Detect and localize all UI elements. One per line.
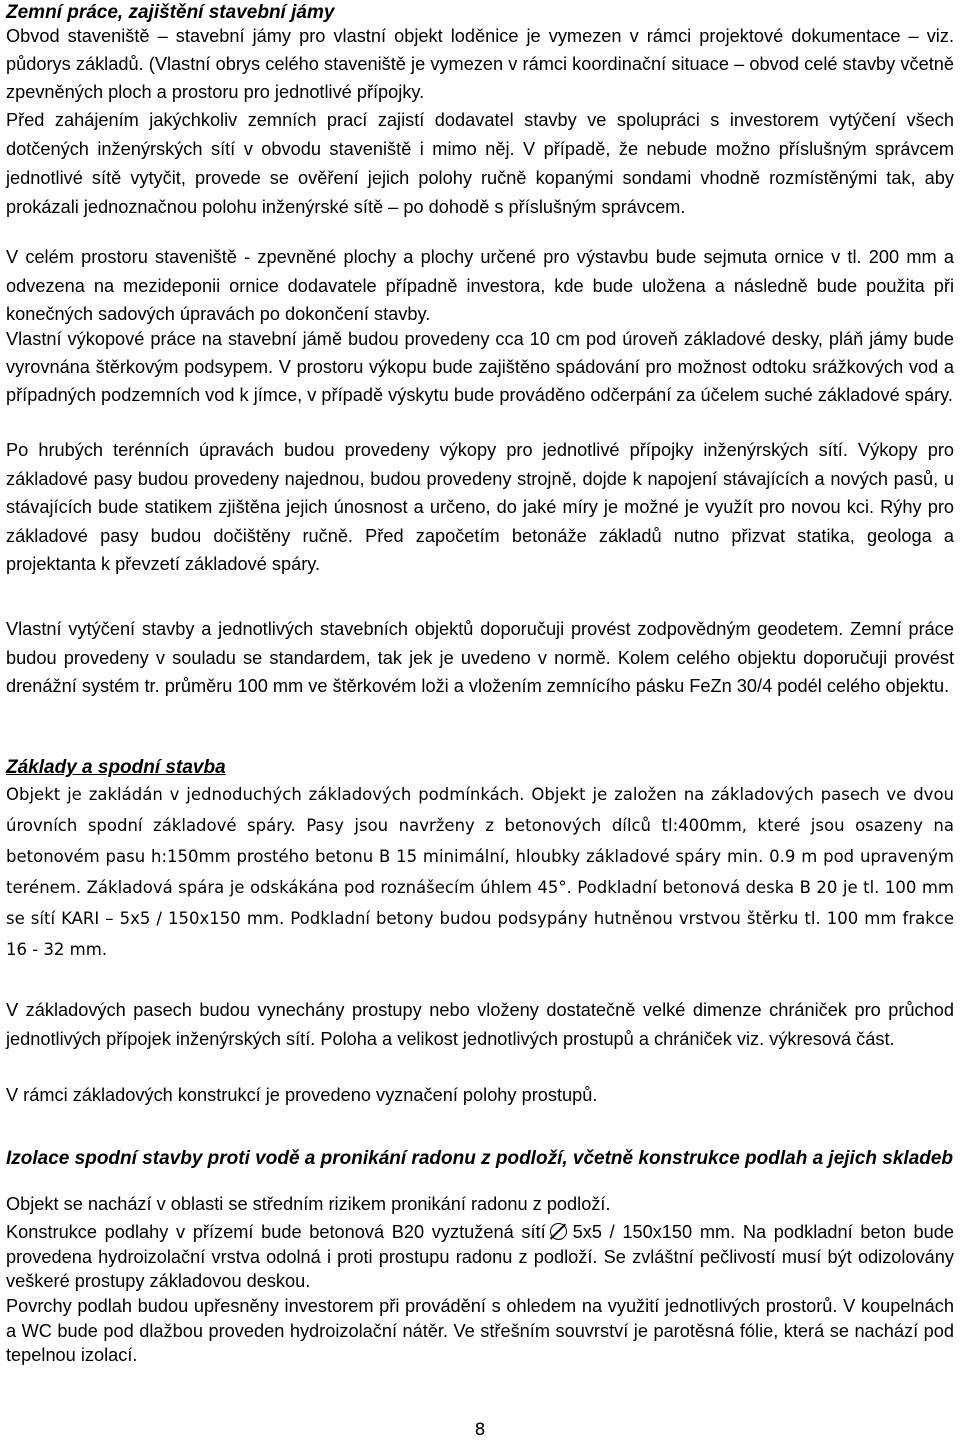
- paragraph-foundation-description: Objekt je zakládán v jednoduchých základových podmínkách. Objekt je založen na základových pasech ve dvou úrovních spodní základové spáry. Pasy jsou navrženy z betonových dílců tl:400mm, které jsou osazeny na betonovém pasu h:150mm prostého betonu B 15 minimální, hloubky základové spáry min. 0.9 m pod upraveným terénem. Základová spára je odskákána pod roznášecím úhlem 45°. Podkladní betonová deska B 20 je tl. 100 mm se sítí KARI – 5x5 / 150x150 mm. Podkladní betony budou podsypány hutněnou vrstvou štěrku tl. 100 mm frakce 16 - 32 mm.: [6, 785, 954, 959]
- paragraph-excavation: Vlastní výkopové práce na stavební jámě budou provedeny cca 10 cm pod úroveň základové desky, pláň jámy bude vyrovnána štěrkovým podsypem. V prostoru výkopu bude zajištěno spádování pro možnost odtoku srážkových vod a případných podzemních vod k jímce, v případě výskytu bude prováděno odčerpání za účelem suché základové spáry.: [6, 329, 954, 405]
- paragraph-trenches: Po hrubých terénních úpravách budou provedeny výkopy pro jednotlivé přípojky inženýrských sítí. Výkopy pro základové pasy budou provedeny najednou, budou provedeny strojně, dojde k napojení stávajících a nových pasů, u stávajících bude statikem zjištěna jejich únosnost a určeno, do jaké míry je možné je využít pro novou kci. Rýhy pro základové pasy budou dočištěny ručně. Před započetím betonáže základů nutno přizvat statika, geologa a projektanta k převzetí základové spáry.: [6, 440, 954, 574]
- floor-text-start: Konstrukce podlahy v přízemí bude betonová B20 vyztužená sítí: [6, 1222, 546, 1242]
- paragraph-openings: V základových pasech budou vynechány prostupy nebo vloženy dostatečně velké dimenze chrániček pro průchod jednotlivých přípojek inženýrských sítí. Poloha a velikost jednotlivých prostupů a chrániček viz. výkresová část.: [6, 1000, 954, 1049]
- section-heading-foundations: Základy a spodní stavba: [6, 757, 226, 778]
- floor-text-end: 5x5 / 150x150 mm. Na podkladní beton bude provedena hydroizolační vrstva odolná i proti prostupu radonu z podloží. Se zvláštní pečlivostí musí být odizolovány veškeré prostupy základovou deskou.: [6, 1222, 954, 1291]
- section-heading-insulation: Izolace spodní stavby proti vodě a pronikání radonu z podloží, včetně konstrukce podlah a jejich skladeb: [6, 1148, 954, 1169]
- paragraph-floor-construction: [6, 1220, 954, 1294]
- page-number: 8: [474, 1420, 486, 1440]
- section-heading-earthworks: Zemní práce, zajištění stavební jámy: [6, 2, 335, 23]
- paragraph-openings-marking: V rámci základových konstrukcí je provedeno vyznačení polohy prostupů.: [6, 1085, 598, 1105]
- paragraph-radon-risk: Objekt se nachází v oblasti se středním rizikem pronikání radonu z podloží.: [6, 1194, 611, 1214]
- diameter-symbol-icon: [550, 1223, 567, 1240]
- paragraph-surveying-drainage: Vlastní vytýčení stavby a jednotlivých stavebních objektů doporučuji provést zodpovědným geodetem. Zemní práce budou provedeny v souladu se standardem, tak jek je uvedeno v normě. Kolem celého objektu doporučuji provést drenážní systém tr. průměru 100 mm ve štěrkovém loži a vložením zemnícího pásku FeZn 30/4 podél celého objektu.: [6, 619, 954, 696]
- paragraph-floor-finishes: Povrchy podlah budou upřesněny investorem při provádění s ohledem na využití jednotlivých prostorů. V koupelnách a WC bude pod dlažbou proveden hydroizolační nátěr. Ve střešním souvrství je parotěsná fólie, která se nachází pod tepelnou izolací.: [6, 1296, 954, 1365]
- paragraph-topsoil: V celém prostoru staveniště - zpevněné plochy a plochy určené pro výstavbu bude sejmuta ornice v tl. 200 mm a odvezena na mezideponii ornice dodavatele případně investora, kde bude uložena a následně bude použita při konečných sadových úpravách po dokončení stavby.: [6, 247, 954, 324]
- paragraph-utility-marking: Před zahájením jakýchkoliv zemních prací zajistí dodavatel stavby ve spolupráci s investorem vytýčení všech dotčených inženýrských sítí v obvodu staveniště i mimo něj. V případě, že nebude možno příslušným správcem jednotlivé sítě vytyčit, provede se ověření jejich polohy ručně kopanými sondami vhodně rozmístěnými tak, aby prokázali jednoznačnou polohu inženýrské sítě – po dohodě s příslušným správcem.: [6, 110, 954, 217]
- paragraph-site-boundary: Obvod staveniště – stavební jámy pro vlastní objekt loděnice je vymezen v rámci projektové dokumentace – viz. půdorys základů. (Vlastní obrys celého staveniště je vymezen v rámci koordinační situace – obvod celé stavby včetně zpevněných ploch a prostoru pro jednotlivé přípojky.: [6, 26, 954, 102]
